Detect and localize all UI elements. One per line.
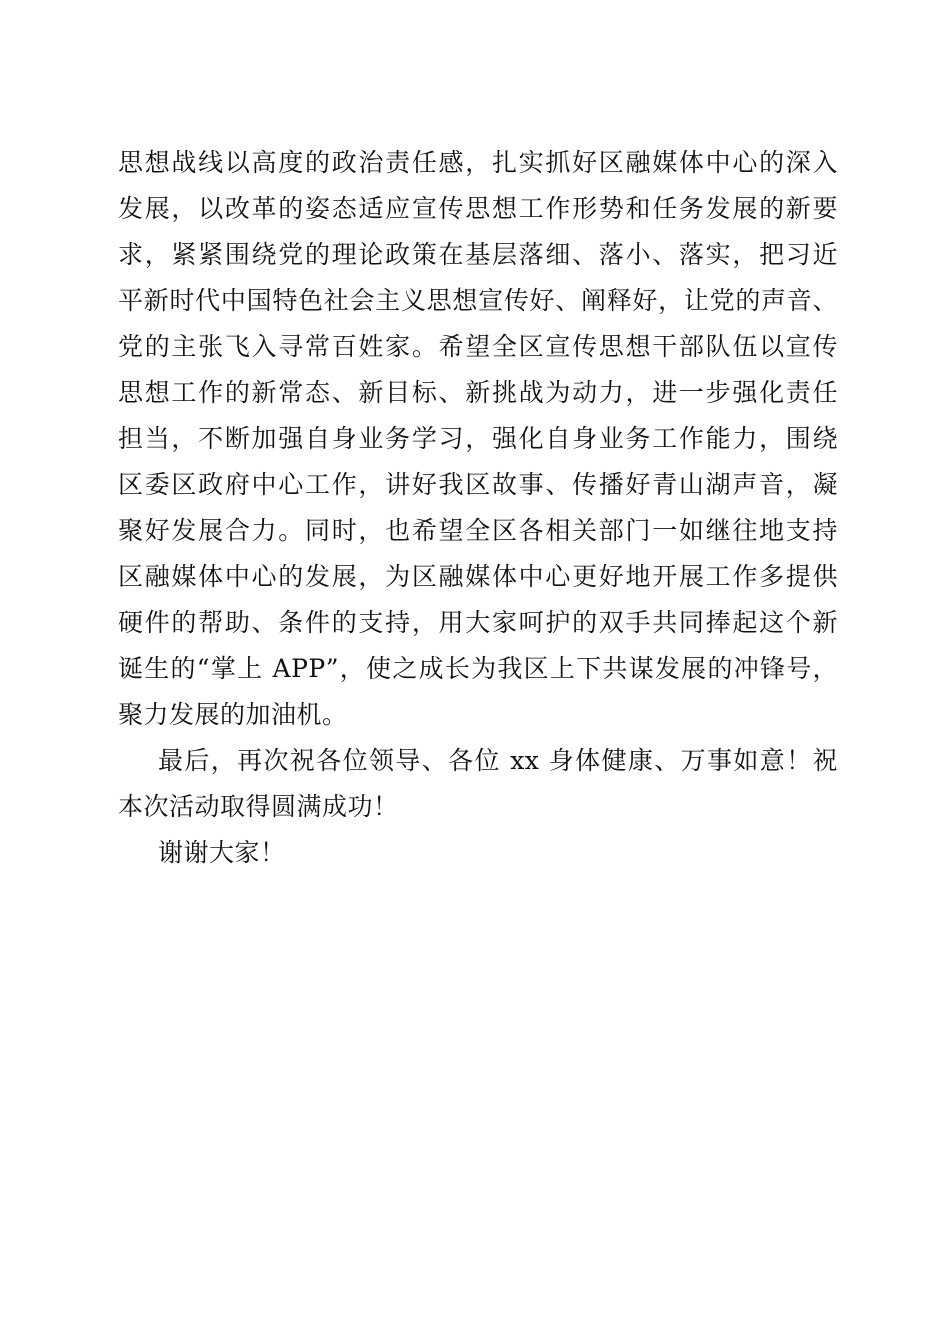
text-line: 区委区政府中心工作，讲好我区故事、传播好青山湖声音，凝 [118,470,838,499]
text-line: 党的主张飞入寻常百姓家。希望全区宣传思想干部队伍以宣传 [118,332,838,361]
paragraph-3 [118,830,838,876]
text-line: 担当，不断加强自身业务学习，强化自身业务工作能力，围绕 [118,424,838,453]
text-line: 诞生的“掌上 APP”，使之成长为我区上下共谋发展的冲锋号， [118,654,838,683]
closing-line: 谢谢大家！ [158,838,286,867]
text-line: 聚力发展的加油机。 [118,700,348,729]
text-line: 求，紧紧围绕党的理论政策在基层落细、落小、落实，把习近 [118,240,838,269]
text-line: 平新时代中国特色社会主义思想宣传好、阐释好，让党的声音、 [118,286,838,315]
text-line: 思想工作的新常态、新目标、新挑战为动力，进一步强化责任 [118,378,838,407]
text-line: 思想战线以高度的政治责任感，扎实抓好区融媒体中心的深入 [118,148,838,177]
document-body [118,140,838,876]
text-line: 最后，再次祝各位领导、各位 xx 身体健康、万事如意！祝 [158,746,838,775]
text-line: 区融媒体中心的发展，为区融媒体中心更好地开展工作多提供 [118,562,838,591]
text-line: 聚好发展合力。同时，也希望全区各相关部门一如继往地支持 [118,516,838,545]
paragraph-1 [118,140,838,738]
text-line: 发展，以改革的姿态适应宣传思想工作形势和任务发展的新要 [118,194,838,223]
text-line: 本次活动取得圆满成功！ [118,792,399,821]
paragraph-2 [118,738,838,830]
text-line: 硬件的帮助、条件的支持，用大家呵护的双手共同捧起这个新 [118,608,838,637]
